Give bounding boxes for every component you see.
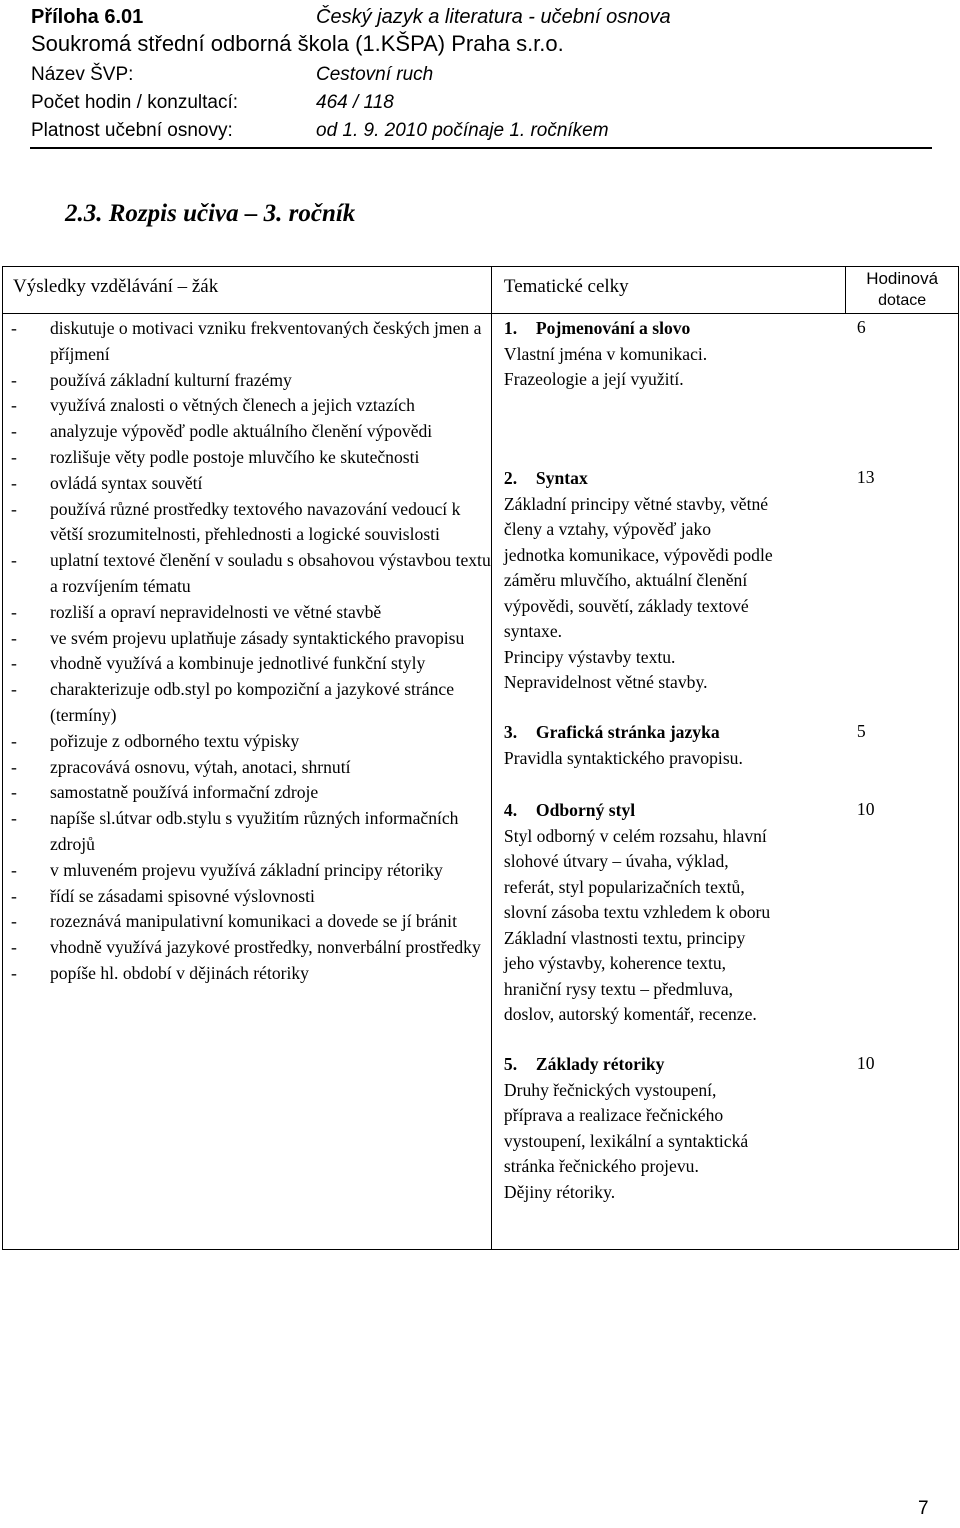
topic-line: Nepravidelnost větné stavby. <box>503 672 708 692</box>
hours-header-line2: dotace <box>878 292 927 309</box>
topic-line: referát, styl popularizačních textů, <box>503 876 745 897</box>
topic-line: slohové útvary – úvaha, výklad, <box>503 851 729 871</box>
topic-line: členy a vztahy, výpověď jako <box>503 519 712 539</box>
section-title: 2.3. Rozpis učiva – 3. ročník <box>65 200 356 227</box>
topic-hours: 6 <box>856 317 866 337</box>
topic-block-5 <box>504 1052 849 1205</box>
topic-number: 4. <box>503 800 518 820</box>
topic-hours: 10 <box>856 1053 875 1073</box>
topic-title: Grafická stránka jazyka <box>535 722 720 742</box>
topic-block-3 <box>504 720 849 771</box>
list-item: - diskutuje o motivaci vzniku frekventovaných českých jmen a příjmení <box>3 316 491 368</box>
hours-value: 464 / 118 <box>316 92 394 113</box>
list-item: - pořizuje z odborného textu výpisky <box>3 729 491 755</box>
topics-cell <box>491 314 958 1250</box>
topic-line: syntaxe. <box>503 621 563 641</box>
school-name: Soukromá střední odborná škola (1.KŠPA) Praha s.r.o. <box>31 31 564 56</box>
topic-line: vystoupení, lexikální a syntaktická <box>503 1130 749 1151</box>
topic-line: stránka řečnického projevu. <box>503 1156 699 1176</box>
topic-block-1 <box>504 316 849 393</box>
appendix-label: Příloha 6.01 <box>31 6 144 28</box>
list-item: - charakterizuje odb.styl po kompoziční a jazykové stránce (termíny) <box>3 677 491 729</box>
topic-line: výpovědi, souvětí, základy textové <box>503 595 749 616</box>
list-item: - využívá znalosti o větných členech a jejich vztazích <box>3 393 491 419</box>
hours-header-cell <box>846 267 959 314</box>
hours-header-line1: Hodinová <box>866 269 939 288</box>
topic-line: příprava a realizace řečnického <box>503 1105 724 1125</box>
topic-line: slovní zásoba textu vzhledem k oboru <box>503 902 771 922</box>
list-item: - v mluveném projevu využívá základní principy rétoriky <box>3 858 491 884</box>
topic-hours: 10 <box>856 799 875 819</box>
topic-number: 2. <box>503 468 518 488</box>
list-item: - samostatně používá informační zdroje <box>3 780 491 806</box>
list-item: - rozliší a opraví nepravidelnosti ve větné stavbě <box>3 600 491 626</box>
topic-line: Dějiny rétoriky. <box>503 1181 616 1202</box>
list-item: - napíše sl.útvar odb.stylu s využitím různých informačních zdrojů <box>3 806 491 858</box>
page-number: 7 <box>918 1498 929 1519</box>
outcomes-cell <box>3 314 492 1250</box>
topic-number: 5. <box>503 1054 518 1074</box>
list-item: - rozeznává manipulativní komunikaci a dovede se jí bránit <box>3 909 491 935</box>
validity-label: Platnost učební osnovy: <box>31 120 233 141</box>
outcomes-header-cell <box>3 267 492 314</box>
header-divider <box>30 147 932 149</box>
topics-header: Tematické celky <box>503 276 629 297</box>
topic-title: Syntax <box>535 468 588 488</box>
list-item: - uplatní textové členění v souladu s obsahovou výstavbou textu a rozvíjením tématu <box>3 548 491 600</box>
table-header-row <box>3 267 959 314</box>
topic-title: Odborný styl <box>535 800 636 820</box>
list-item: - vhodně využívá jazykové prostředky, nonverbální prostředky <box>3 935 491 961</box>
topic-hours: 5 <box>856 721 866 741</box>
topic-block-4 <box>504 798 849 1028</box>
list-item: - popíše hl. období v dějinách rétoriky <box>3 961 491 987</box>
list-item: - analyzuje výpověď podle aktuálního členění výpovědi <box>3 419 491 445</box>
validity-value: od 1. 9. 2010 počínaje 1. ročníkem <box>316 120 609 141</box>
hours-header <box>846 267 958 312</box>
list-item: - ovládá syntax souvětí <box>3 471 491 497</box>
list-item: - ve svém projevu uplatňuje zásady syntaktického pravopisu <box>3 626 491 652</box>
topic-number: 1. <box>503 318 518 338</box>
topic-line: Styl odborný v celém rozsahu, hlavní <box>503 825 767 846</box>
list-item: - používá základní kulturní frazémy <box>3 368 491 394</box>
list-item: - vhodně využívá a kombinuje jednotlivé funkční styly <box>3 651 491 677</box>
svp-label: Název ŠVP: <box>31 64 134 85</box>
hours-label: Počet hodin / konzultací: <box>31 92 239 113</box>
topic-title: Pojmenování a slovo <box>535 318 691 338</box>
curriculum-table <box>2 266 959 1250</box>
topic-line: hraniční rysy textu – předmluva, <box>503 978 734 999</box>
topic-line: Vlastní jména v komunikaci. <box>503 343 708 364</box>
topic-block-2 <box>504 466 849 696</box>
table-body-row <box>3 314 959 1250</box>
topic-line: Pravidla syntaktického pravopisu. <box>503 747 743 768</box>
topic-line: Frazeologie a její využití. <box>503 369 684 389</box>
topic-line: záměru mluvčího, aktuální členění <box>503 570 748 590</box>
topic-line: Základní principy větné stavby, větné <box>503 493 769 514</box>
topic-line: Druhy řečnických vystoupení, <box>503 1079 717 1100</box>
svp-value: Cestovní ruch <box>316 64 434 85</box>
subject-title: Český jazyk a literatura - učební osnova <box>316 6 671 28</box>
topic-line: jeho výstavby, koherence textu, <box>503 953 727 973</box>
topic-title: Základy rétoriky <box>535 1054 665 1074</box>
outcomes-header: Výsledky vzdělávání – žák <box>13 276 219 297</box>
topic-line: jednotka komunikace, výpovědi podle <box>503 544 773 565</box>
topics-header-cell <box>491 267 845 314</box>
topic-line: Základní vlastnosti textu, principy <box>503 927 746 948</box>
topic-hours: 13 <box>856 467 875 487</box>
list-item: - řídí se zásadami spisovné výslovnosti <box>3 884 491 910</box>
topic-line: Principy výstavby textu. <box>503 646 676 667</box>
list-item: - používá různé prostředky textového navazování vedoucí k větší srozumitelnosti, přehlednosti a logické souvislosti <box>3 497 491 549</box>
list-item: - zpracovává osnovu, výtah, anotaci, shrnutí <box>3 755 491 781</box>
list-item: - rozlišuje věty podle postoje mluvčího ke skutečnosti <box>3 445 491 471</box>
topic-number: 3. <box>503 722 518 742</box>
outcomes-list <box>3 314 491 987</box>
topic-line: doslov, autorský komentář, recenze. <box>503 1004 757 1024</box>
